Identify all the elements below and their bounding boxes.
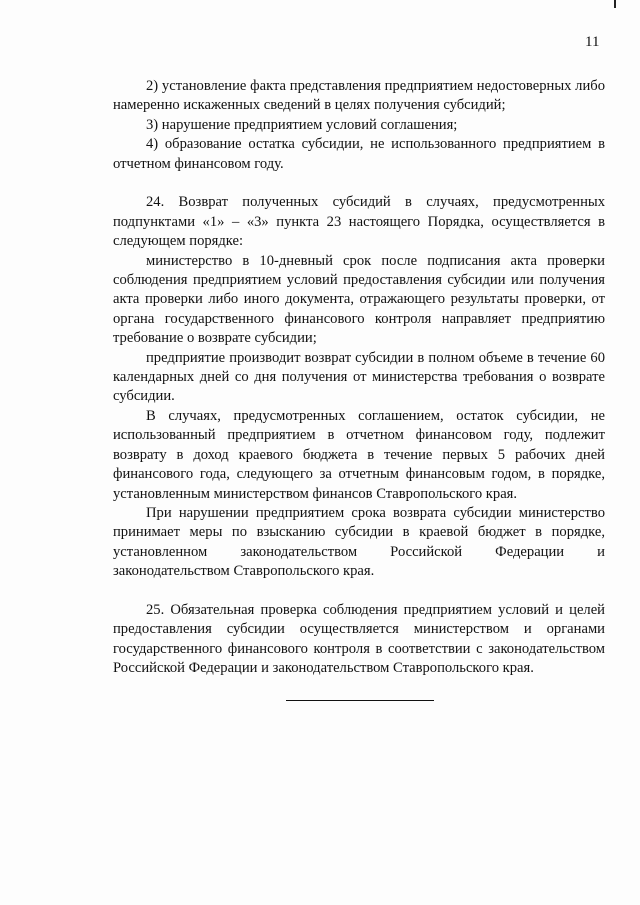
section-24-intro: 24. Возврат полученных субсидий в случаях, предусмотренных подпунктами «1» – «3» пункта 23 настоящего Порядка, осуществляется в следующем порядке:	[113, 194, 605, 250]
list-item-3: 3) нарушение предприятием условий соглашения;	[146, 116, 458, 133]
section-24-enterprise-step: предприятие производит возврат субсидии в полном объеме в течение 60 календарных дней со дня получения от министерства требования о возврате субсидии.	[113, 349, 605, 405]
section-24-ministry-step: министерство в 10-дневный срок после подписания акта проверки соблюдения предприятием условий предоставления субсидии или получения акта проверки либо иного документа, отражающего результаты проверки, от органа государственного финансового контроля направляет предприятию требование о возврате субсидии;	[113, 252, 605, 347]
section-24-violation: При нарушении предприятием срока возврата субсидии министерство принимает меры по взысканию субсидии в краевой бюджет в порядке, установленном законодательством Российской Федерации и законодательством Ставропольского края.	[113, 504, 605, 580]
section-24-remainder: В случаях, предусмотренных соглашением, остаток субсидии, не использованный предприятием в отчетном финансовом году, подлежит возврату в доход краевого бюджета в течение первых 5 рабочих дней финансового года, следующего за отчетным финансовым годом, в порядке, установленным министерством финансов Ставропольского края.	[113, 407, 605, 502]
end-of-text-rule	[286, 700, 434, 701]
scan-edge-mark	[614, 0, 616, 8]
list-item-4: 4) образование остатка субсидии, не использованного предприятием в отчетном финансовом году.	[113, 136, 605, 172]
document-body	[113, 77, 605, 679]
section-25: 25. Обязательная проверка соблюдения предприятием условий и целей предоставления субсидии осуществляется министерством и органами государственного финансового контроля в соответствии с законодательством Российской Федерации и законодательством Ставропольского края.	[113, 601, 605, 677]
list-item-2: 2) установление факта представления предприятием недостоверных либо намеренно искаженных сведений в целях получения субсидий;	[113, 78, 605, 114]
page-number: 11	[585, 34, 600, 50]
